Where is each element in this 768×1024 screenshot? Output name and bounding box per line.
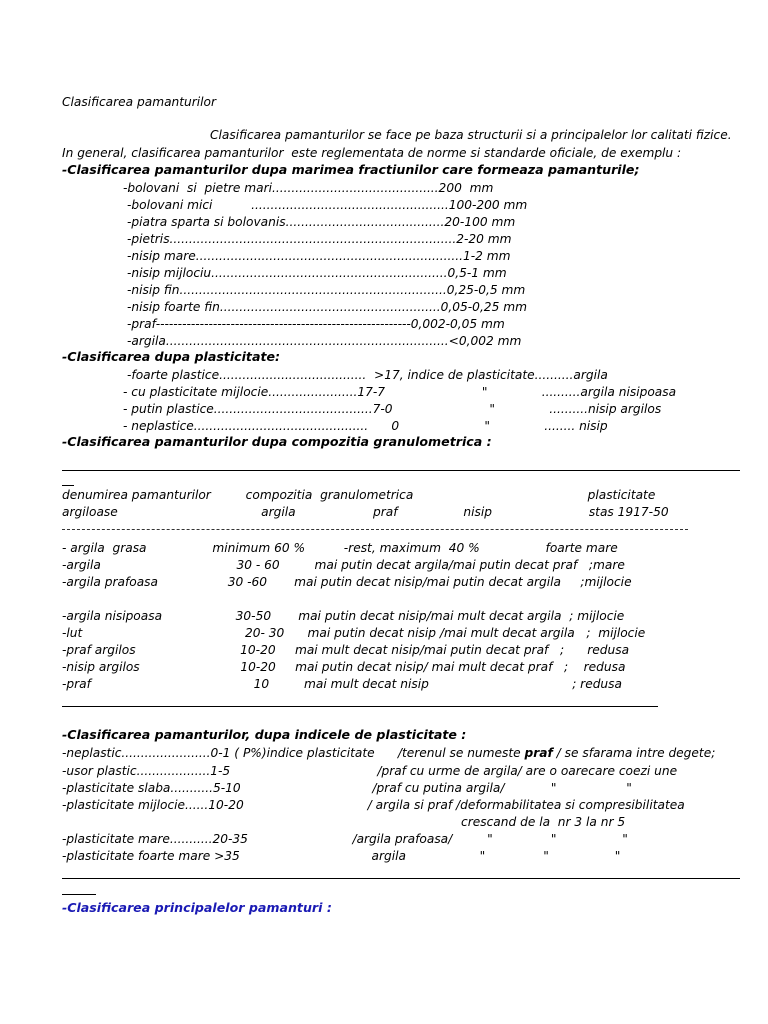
horizontal-rule (62, 470, 740, 471)
plasticity-item: - cu plasticitate mijlocie.......................17-7 " ..........argila nisipoasa (123, 385, 677, 399)
table-row: -argila 30 - 60 mai putin decat argila/mai putin decat praf ;mare (62, 558, 625, 572)
plasticity-index-row: -usor plastic...................1-5 /praf cu urme de argila/ are o oarecare coezi une (62, 764, 678, 778)
table-row: -praf 10 mai mult decat nisip ; redusa (62, 677, 622, 691)
plasticity-index-row (62, 747, 715, 759)
size-item: -bolovani si pietre mari...........................................200 mm (123, 181, 494, 195)
plasticity-index-row: -plasticitate foarte mare >35 argila " " " (62, 849, 621, 863)
size-item: -nisip mijlociu.............................................................0,5-1 mm (127, 266, 507, 280)
section2-heading: -Clasificarea dupa plasticitate: (62, 349, 281, 364)
row-text-end: / se sfarama intre degete; (552, 746, 716, 760)
section1-heading: -Clasificarea pamanturilor dupa marimea fractiunilor care formeaza pamanturile; (62, 162, 640, 177)
intro-line-1: Clasificarea pamanturilor se face pe baza structurii si a principalelor lor calitati fizice. (210, 128, 732, 142)
size-item: -piatra sparta si bolovanis.........................................20-100 mm (127, 215, 516, 229)
plasticity-index-row: crescand de la nr 3 la nr 5 (62, 815, 626, 829)
table-row: -praf argilos 10-20 mai mult decat nisip/mai putin decat praf ; redusa (62, 643, 630, 657)
intro-line-2: In general, clasificarea pamanturilor este reglementata de norme si standarde oficiale, de exemplu : (62, 146, 682, 160)
table-header-row-2: argiloase argila praf nisip stas 1917-50 (62, 505, 669, 519)
rule-tail (62, 485, 74, 486)
table-row: -lut 20- 30 mai putin decat nisip /mai mult decat argila ; mijlocie (62, 626, 646, 640)
plasticity-item: - neplastice............................................. 0 " ........ nisip (123, 419, 608, 433)
section4-heading: -Clasificarea pamanturilor, dupa indicele de plasticitate : (62, 727, 467, 742)
plasticity-item: - putin plastice.........................................7-0 " ..........nisip argilos (123, 402, 662, 416)
plasticity-index-row: -plasticitate mare...........20-35 /argila prafoasa/ " " " (62, 832, 628, 846)
section5-heading: -Clasificarea principalelor pamanturi : (62, 900, 332, 915)
horizontal-rule (62, 878, 740, 879)
table-row: -argila nisipoasa 30-50 mai putin decat nisip/mai mult decat argila ; mijlocie (62, 609, 625, 623)
rule-tail (62, 894, 96, 895)
row-bold-word: praf (524, 746, 553, 760)
size-item: -argila.........................................................................<0,002 mm (127, 334, 522, 348)
size-item: -bolovani mici ...................................................100-200 mm (127, 198, 528, 212)
size-item: -nisip mare.....................................................................1-2 mm (127, 249, 511, 263)
size-item: -nisip foarte fin.........................................................0,05-0,25 mm (127, 300, 527, 314)
section3-heading: -Clasificarea pamanturilor dupa compozitia granulometrica : (62, 434, 492, 449)
plasticity-index-row: -plasticitate mijlocie......10-20 / argila si praf /deformabilitatea si compresibilitatea (62, 798, 685, 812)
document-title: Clasificarea pamanturilor (62, 95, 217, 109)
table-row: -argila prafoasa 30 -60 mai putin decat nisip/mai putin decat argila ;mijlocie (62, 575, 632, 589)
dashed-separator (62, 529, 688, 530)
plasticity-index-row: -plasticitate slaba...........5-10 /praf cu putina argila/ " " (62, 781, 632, 795)
plasticity-item: -foarte plastice...................................... >17, indice de plasticitate..........argila (127, 368, 608, 382)
row-text: -neplastic.......................0-1 ( P%)indice plasticitate /terenul se numeste (62, 746, 525, 760)
size-item: -nisip fin.....................................................................0,25-0,5 mm (127, 283, 526, 297)
table-row: -nisip argilos 10-20 mai putin decat nisip/ mai mult decat praf ; redusa (62, 660, 626, 674)
size-item: -praf----------------------------------------------------------0,002-0,05 mm (127, 317, 505, 331)
size-item: -pietris..........................................................................2-20 mm (127, 232, 512, 246)
table-header-row-1: denumirea pamanturilor compozitia granulometrica plasticitate (62, 488, 656, 502)
table-bottom-rule (62, 706, 658, 707)
table-row: - argila grasa minimum 60 % -rest, maximum 40 % foarte mare (62, 541, 618, 555)
